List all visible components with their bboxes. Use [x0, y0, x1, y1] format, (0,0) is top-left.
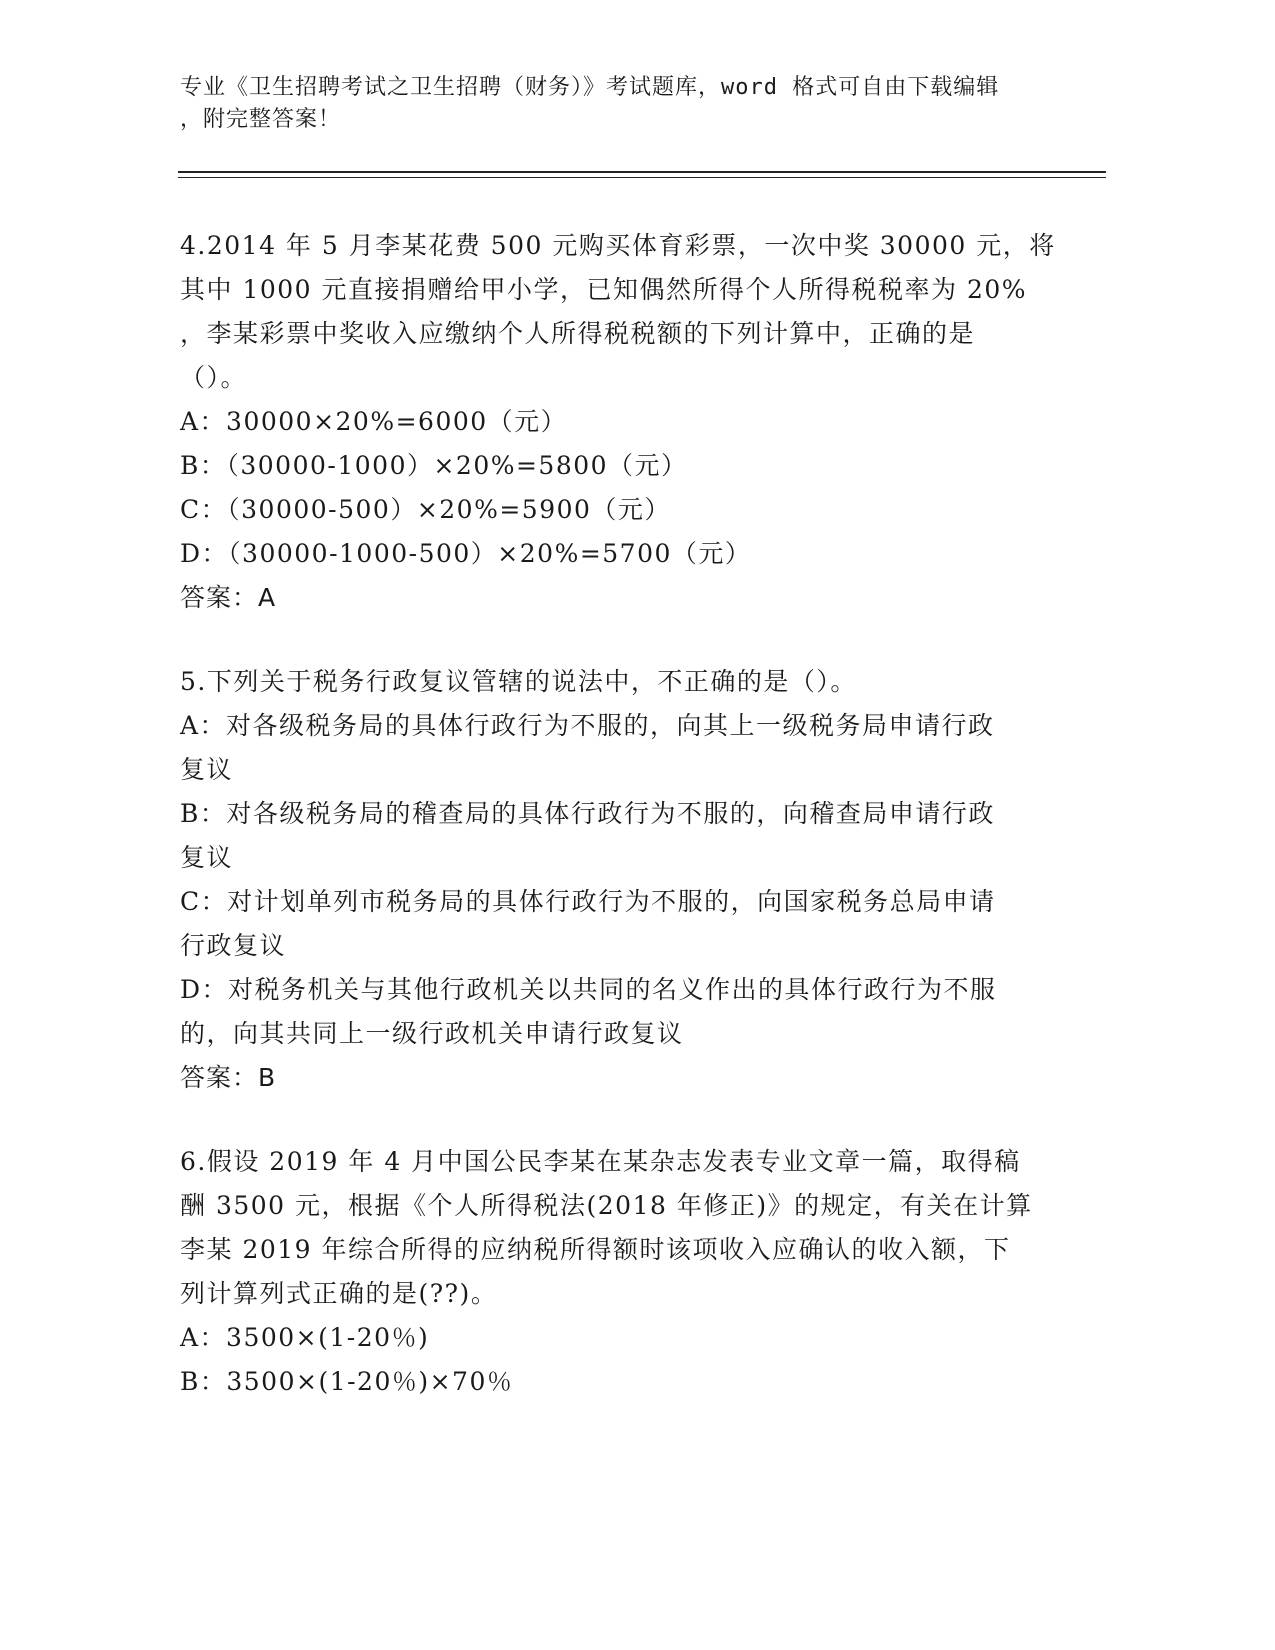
stem-line: （）。	[180, 363, 248, 392]
question-6	[180, 1140, 1040, 1404]
option-a: A：3500×(1-20％)	[180, 1323, 430, 1352]
stem-line: 4.2014 年 5 月李某花费 500 元购买体育彩票，一次中奖 30000 元，将	[180, 231, 1056, 260]
header-divider-thin	[178, 177, 1106, 178]
stem-line: ，李某彩票中奖收入应缴纳个人所得税税额的下列计算中，正确的是	[180, 319, 976, 348]
stem-line: 6.假设 2019 年 4 月中国公民李某在某杂志发表专业文章一篇，取得稿	[180, 1147, 1021, 1176]
document-header	[180, 72, 1040, 136]
stem-line: 李某 2019 年综合所得的应纳税所得额时该项收入应确认的收入额，下	[180, 1235, 1011, 1264]
question-5	[180, 660, 1040, 1100]
option-d: D：对税务机关与其他行政机关以共同的名义作出的具体行政行为不服	[180, 975, 997, 1004]
question-4	[180, 224, 1056, 620]
option-a: A：对各级税务局的具体行政行为不服的，向其上一级税务局申请行政	[180, 711, 995, 740]
option-a-cont: 复议	[180, 755, 234, 784]
stem-line: 其中 1000 元直接捐赠给甲小学，已知偶然所得个人所得税税率为 20%	[180, 275, 1028, 304]
stem-line: 5.下列关于税务行政复议管辖的说法中，不正确的是（）。	[180, 667, 857, 696]
option-a: A：30000×20%=6000（元）	[180, 407, 568, 436]
answer-label: 答案：A	[180, 583, 277, 612]
option-c: C：对计划单列市税务局的具体行政行为不服的，向国家税务总局申请	[180, 887, 996, 916]
answer-label: 答案：B	[180, 1063, 277, 1092]
option-d-cont: 的，向其共同上一级行政机关申请行政复议	[180, 1019, 684, 1048]
option-d: D：（30000-1000-500）×20%=5700（元）	[180, 539, 752, 568]
question-stem	[180, 660, 1040, 704]
option-c: C：（30000-500）×20%=5900（元）	[180, 495, 671, 524]
option-b-cont: 复议	[180, 843, 234, 872]
question-stem	[180, 224, 1056, 400]
option-b: B：对各级税务局的稽查局的具体行政行为不服的，向稽查局申请行政	[180, 799, 995, 828]
stem-line: 酬 3500 元，根据《个人所得税法(2018 年修正)》的规定，有关在计算	[180, 1191, 1033, 1220]
question-stem	[180, 1140, 1040, 1316]
header-line-1: 专业《卫生招聘考试之卫生招聘（财务）》考试题库，word 格式可自由下载编辑	[180, 75, 1000, 100]
header-divider-thick	[178, 171, 1106, 173]
stem-line: 列计算列式正确的是(??)。	[180, 1279, 498, 1308]
header-line-2: ，附完整答案！	[180, 107, 342, 132]
option-b: B：3500×(1-20％)×70％	[180, 1367, 514, 1396]
option-c-cont: 行政复议	[180, 931, 287, 960]
option-b: B：（30000-1000）×20%=5800（元）	[180, 451, 688, 480]
